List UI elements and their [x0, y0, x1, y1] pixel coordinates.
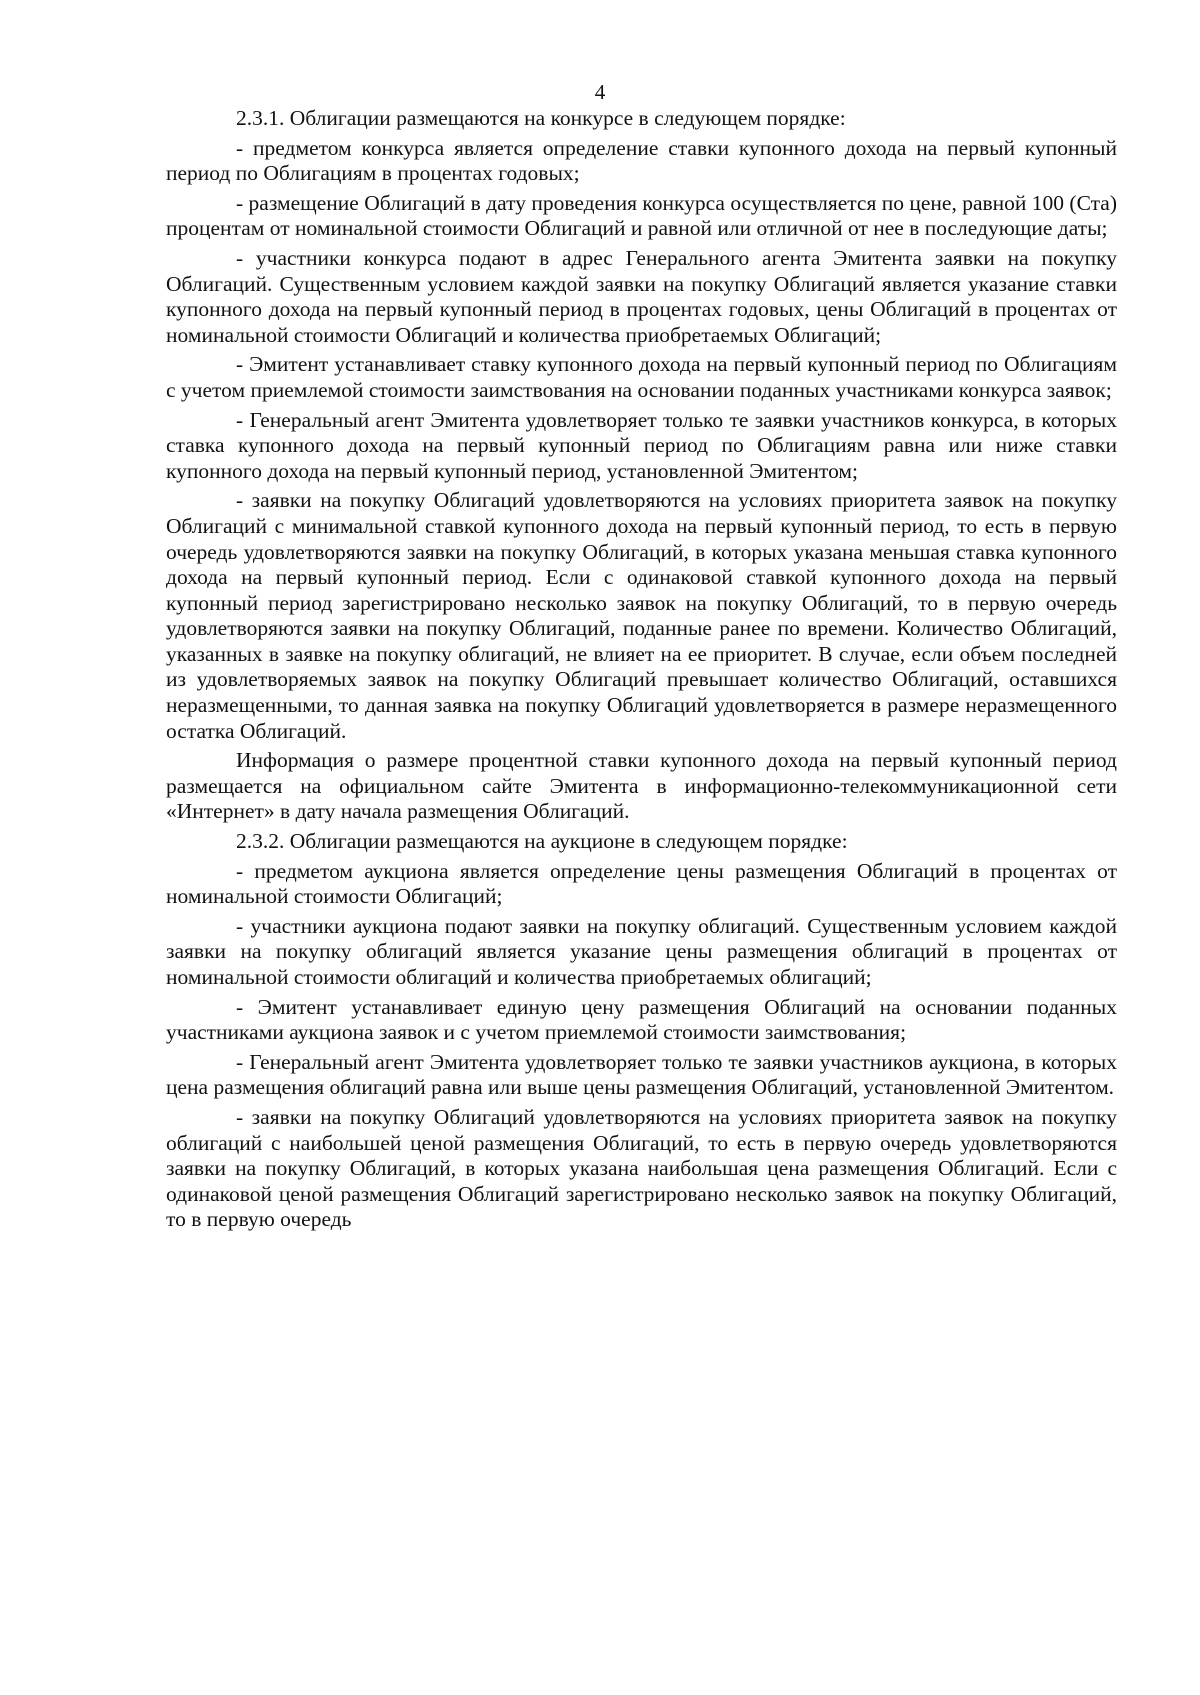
paragraph: - заявки на покупку Облигаций удовлетворяются на условиях приоритета заявок на покупку облигаций с наибольшей ценой размещения Облигаций, то есть в первую очередь удовлетворяются заявки на покупку Облигаций, в которых указана наибольшая цена размещения Облигаций. Если с одинаковой ценой размещения Облигаций зарегистрировано несколько заявок на покупку Облигаций, то в первую очередь [166, 1104, 1117, 1232]
paragraph: - размещение Облигаций в дату проведения конкурса осуществляется по цене, равной 100 (Ста) процентам от номинальной стоимости Облигаций и равной или отличной от нее в последующие даты; [166, 190, 1117, 241]
paragraph: - Генеральный агент Эмитента удовлетворяет только те заявки участников конкурса, в которых ставка купонного дохода на первый купонный период по Облигациям равна или ниже ставки купонного дохода на первый купонный период, установленной Эмитентом; [166, 407, 1117, 483]
paragraph: - Эмитент устанавливает единую цену размещения Облигаций на основании поданных участниками аукциона заявок и с учетом приемлемой стоимости заимствования; [166, 994, 1117, 1045]
document-body [166, 106, 1117, 1237]
paragraph: - Эмитент устанавливает ставку купонного дохода на первый купонный период по Облигациям с учетом приемлемой стоимости заимствования на основании поданных участниками конкурса заявок; [166, 352, 1117, 402]
page-number: 4 [594, 80, 606, 104]
section-heading-2-3-2: 2.3.2. Облигации размещаются на аукционе в следующем порядке: [236, 829, 848, 854]
paragraph: - Генеральный агент Эмитента удовлетворяет только те заявки участников аукциона, в которых цена размещения облигаций равна или выше цены размещения Облигаций, установленной Эмитентом. [166, 1049, 1117, 1100]
paragraph: - участники конкурса подают в адрес Генерального агента Эмитента заявки на покупку Облигаций. Существенным условием каждой заявки на покупку Облигаций является указание ставки купонного дохода на первый купонный период в процентах годовых, цены Облигаций в процентах от номинальной стоимости Облигаций и количества приобретаемых Облигаций; [166, 245, 1117, 347]
paragraph: - предметом аукциона является определение цены размещения Облигаций в процентах от номинальной стоимости Облигаций; [166, 858, 1117, 909]
paragraph: - заявки на покупку Облигаций удовлетворяются на условиях приоритета заявок на покупку Облигаций с минимальной ставкой купонного дохода на первый купонный период, то есть в первую очередь удовлетворяются заявки на покупку Облигаций, в которых указана меньшая ставка купонного дохода на первый купонный период. Если с одинаковой ставкой купонного дохода на первый купонный период зарегистрировано несколько заявок на покупку Облигаций, то в первую очередь удовлетворяются заявки на покупку Облигаций, поданные ранее по времени. Количество Облигаций, указанных в заявке на покупку облигаций, не влияет на ее приоритет. В случае, если объем последней из удовлетворяемых заявок на покупку Облигаций превышает количество Облигаций, оставшихся неразмещенными, то данная заявка на покупку Облигаций удовлетворяется в размере неразмещенного остатка Облигаций. [166, 488, 1117, 743]
paragraph: - участники аукциона подают заявки на покупку облигаций. Существенным условием каждой заявки на покупку облигаций является указание цены размещения облигаций в процентах от номинальной стоимости облигаций и количества приобретаемых облигаций; [166, 913, 1117, 989]
section-heading-2-3-1: 2.3.1. Облигации размещаются на конкурсе в следующем порядке: [236, 106, 846, 130]
paragraph: Информация о размере процентной ставки купонного дохода на первый купонный период размещается на официальном сайте Эмитента в информационно-телекоммуникационной сети «Интернет» в дату начала размещения Облигаций. [166, 748, 1117, 824]
paragraph: - предметом конкурса является определение ставки купонного дохода на первый купонный период по Облигациям в процентах годовых; [166, 135, 1117, 186]
